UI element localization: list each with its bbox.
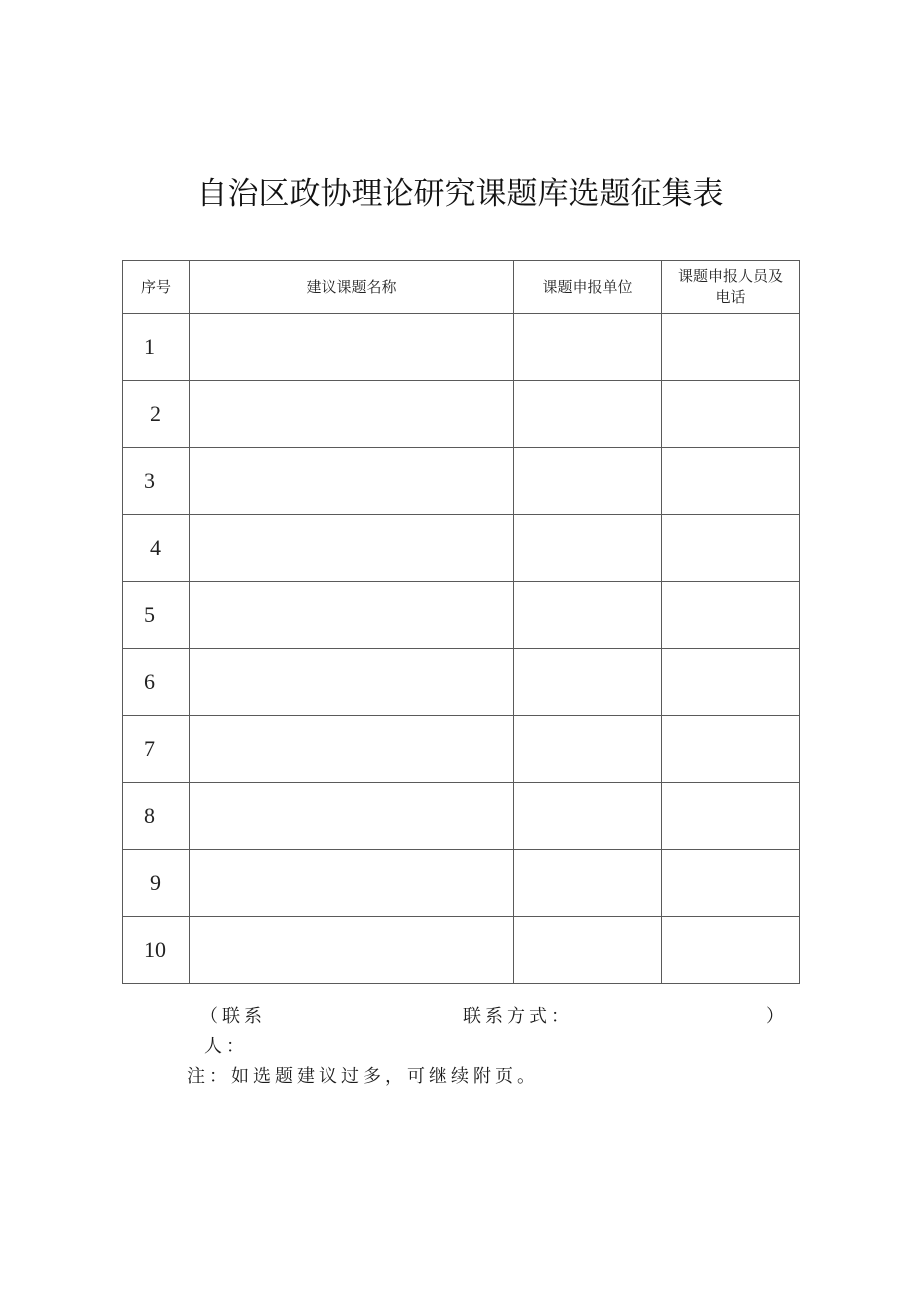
contact-person-label-part1: （联系 [200,1006,266,1027]
row-seq: 5 [123,582,190,649]
table-row [123,381,800,448]
unit-cell[interactable] [514,448,662,515]
contact-person-label-part2: 人： [204,1036,248,1057]
person-phone-cell[interactable] [662,716,800,783]
header-person-line1: 课题申报人员及 [677,267,783,285]
table-row [123,314,800,381]
row-seq: 2 [123,381,190,448]
row-seq: 7 [123,716,190,783]
topic-name-cell[interactable] [190,515,514,582]
person-phone-cell[interactable] [662,917,800,984]
table-row [123,649,800,716]
unit-cell[interactable] [514,783,662,850]
topic-name-cell[interactable] [190,716,514,783]
topic-name-cell[interactable] [190,314,514,381]
contact-method-label: 联系方式： [463,1006,573,1027]
table-row [123,448,800,515]
unit-cell[interactable] [514,314,662,381]
person-phone-cell[interactable] [662,649,800,716]
row-seq: 6 [123,649,190,716]
unit-cell[interactable] [514,381,662,448]
table-row [123,850,800,917]
table-row [123,917,800,984]
unit-cell[interactable] [514,515,662,582]
row-seq: 10 [123,917,190,984]
unit-cell[interactable] [514,649,662,716]
unit-cell[interactable] [514,917,662,984]
footnote: 注：如选题建议过多，可继续附页。 [187,1066,539,1087]
topic-name-cell[interactable] [190,448,514,515]
closing-paren: ） [766,1006,788,1027]
topic-collection-table [122,260,800,984]
row-seq: 1 [123,314,190,381]
header-topic-name: 建议课题名称 [190,261,514,314]
topic-name-cell[interactable] [190,917,514,984]
topic-name-cell[interactable] [190,649,514,716]
person-phone-cell[interactable] [662,314,800,381]
topic-name-cell[interactable] [190,582,514,649]
topic-name-cell[interactable] [190,381,514,448]
unit-cell[interactable] [514,716,662,783]
person-phone-cell[interactable] [662,448,800,515]
unit-cell[interactable] [514,850,662,917]
row-seq: 9 [123,850,190,917]
header-person-line2: 电话 [715,288,746,306]
topic-name-cell[interactable] [190,783,514,850]
topic-name-cell[interactable] [190,850,514,917]
person-phone-cell[interactable] [662,582,800,649]
row-seq: 8 [123,783,190,850]
table-row [123,515,800,582]
person-phone-cell[interactable] [662,850,800,917]
person-phone-cell[interactable] [662,515,800,582]
unit-cell[interactable] [514,582,662,649]
row-seq: 3 [123,448,190,515]
table-row [123,783,800,850]
header-unit: 课题申报单位 [514,261,662,314]
table-row [123,716,800,783]
table-row [123,582,800,649]
header-seq: 序号 [123,261,190,314]
person-phone-cell[interactable] [662,381,800,448]
document-title: 自治区政协理论研究课题库选题征集表 [196,176,724,212]
header-person-phone [662,261,800,314]
table-header-row [123,261,800,314]
row-seq: 4 [123,515,190,582]
person-phone-cell[interactable] [662,783,800,850]
